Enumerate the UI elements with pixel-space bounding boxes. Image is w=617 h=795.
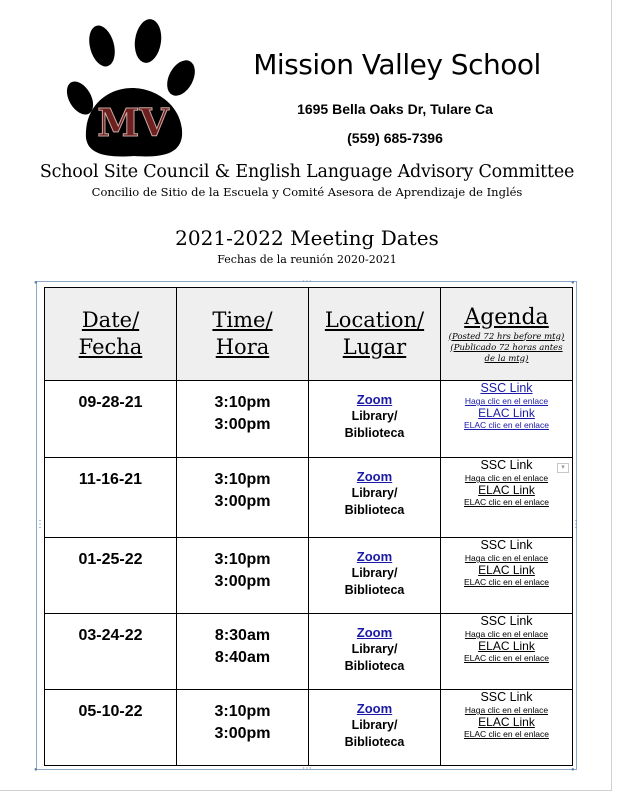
ssc-link[interactable]: SSC Link <box>480 538 533 552</box>
header-date: Date/ Fecha <box>45 288 177 381</box>
zoom-link[interactable]: Zoom <box>356 392 393 407</box>
time-cell: 3:10pm 3:00pm <box>177 381 309 458</box>
elac-link[interactable]: ELAC Link <box>478 639 535 653</box>
location-cell: Zoom Library/ Biblioteca <box>309 690 441 766</box>
chevron-down-icon[interactable]: ▾ <box>557 463 569 473</box>
meeting-dates-title: 2021-2022 Meeting Dates <box>175 226 439 250</box>
elac-link[interactable]: ELAC Link <box>478 563 535 577</box>
elac-link-spanish[interactable]: ELAC clic en el enlace <box>463 653 550 663</box>
elac-link-spanish[interactable]: ELAC clic en el enlace <box>463 497 550 507</box>
ssc-link-spanish[interactable]: Haga clic en el enlace <box>464 473 549 483</box>
school-name: Mission Valley School <box>253 48 541 81</box>
table-row <box>45 538 573 614</box>
time-cell: 8:30am 8:40am <box>177 614 309 690</box>
agenda-cell <box>441 381 573 458</box>
table-row <box>45 690 573 766</box>
location-cell: Zoom Library/ Biblioteca <box>309 381 441 458</box>
ssc-link-spanish[interactable]: Haga clic en el enlace <box>464 553 549 563</box>
agenda-cell <box>441 538 573 614</box>
ssc-link[interactable]: SSC Link <box>480 690 533 704</box>
header-time: Time/ Hora <box>177 288 309 381</box>
date-cell: 01-25-22 <box>45 538 177 614</box>
corner-handle-bottom-left[interactable]: ● <box>34 767 38 773</box>
elac-link-spanish[interactable]: ELAC clic en el enlace <box>463 729 550 739</box>
elac-link-spanish[interactable]: ELAC clic en el enlace <box>463 577 550 587</box>
paw-print-logo <box>66 18 202 158</box>
agenda-cell <box>441 614 573 690</box>
date-cell: 03-24-22 <box>45 614 177 690</box>
elac-link[interactable]: ELAC Link <box>478 715 535 729</box>
date-cell: 09-28-21 <box>45 381 177 458</box>
svg-text:MV: MV <box>97 100 169 145</box>
zoom-link[interactable]: Zoom <box>356 701 393 716</box>
ssc-link-spanish[interactable]: Haga clic en el enlace <box>464 705 549 715</box>
council-title-spanish: Concilio de Sitio de la Escuela y Comité Asesora de Aprendizaje de Inglés <box>91 185 523 199</box>
ssc-link[interactable]: SSC Link <box>480 614 533 628</box>
corner-handle-top-right[interactable]: ● <box>571 280 575 286</box>
school-address: 1695 Bella Oaks Dr, Tulare Ca <box>297 101 493 117</box>
resize-handle-left[interactable]: ⋮ <box>35 519 45 530</box>
location-cell: Zoom Library/ Biblioteca <box>309 538 441 614</box>
table-header-row <box>45 288 573 381</box>
time-cell: 3:10pm 3:00pm <box>177 458 309 538</box>
location-cell: Zoom Library/ Biblioteca <box>309 458 441 538</box>
resize-handle-bottom[interactable]: ⋯ <box>302 763 312 774</box>
location-cell: Zoom Library/ Biblioteca <box>309 614 441 690</box>
elac-link[interactable]: ELAC Link <box>478 483 535 497</box>
corner-handle-bottom-right[interactable]: ● <box>571 767 575 773</box>
agenda-note-english: (Posted 72 hrs before mtg) <box>448 331 565 342</box>
header-agenda: Agenda (Posted 72 hrs before mtg) (Publicado 72 horas antes de la mtg) <box>441 288 573 381</box>
corner-handle-top-left[interactable]: ● <box>34 280 38 286</box>
resize-handle-top[interactable]: ⋯ <box>302 276 312 287</box>
resize-handle-right[interactable]: ⋮ <box>571 519 581 530</box>
agenda-cell <box>441 458 573 538</box>
ssc-link[interactable]: SSC Link <box>480 381 533 395</box>
school-phone: (559) 685-7396 <box>347 130 443 146</box>
elac-link[interactable]: ELAC Link <box>478 406 535 420</box>
ssc-link-spanish[interactable]: Haga clic en el enlace <box>464 396 549 406</box>
ssc-link[interactable]: SSC Link <box>480 458 533 472</box>
meeting-dates-subtitle: Fechas de la reunión 2020-2021 <box>217 253 397 266</box>
mv-monogram <box>97 100 170 145</box>
agenda-note-spanish: (Publicado 72 horas antes de la mtg) <box>450 342 563 364</box>
ssc-link-spanish[interactable]: Haga clic en el enlace <box>464 629 549 639</box>
table-row <box>45 458 573 538</box>
meeting-schedule-table <box>44 287 573 766</box>
elac-link-spanish[interactable]: ELAC clic en el enlace <box>463 420 550 430</box>
agenda-cell <box>441 690 573 766</box>
header-location: Location/ Lugar <box>309 288 441 381</box>
time-cell: 3:10pm 3:00pm <box>177 538 309 614</box>
council-title-english: School Site Council & English Language Advisory Committee <box>39 162 575 182</box>
time-cell: 3:10pm 3:00pm <box>177 690 309 766</box>
table-row <box>45 381 573 458</box>
zoom-link[interactable]: Zoom <box>356 469 393 484</box>
date-cell: 11-16-21 <box>45 458 177 538</box>
table-row <box>45 614 573 690</box>
zoom-link[interactable]: Zoom <box>356 625 393 640</box>
date-cell: 05-10-22 <box>45 690 177 766</box>
zoom-link[interactable]: Zoom <box>356 549 393 564</box>
